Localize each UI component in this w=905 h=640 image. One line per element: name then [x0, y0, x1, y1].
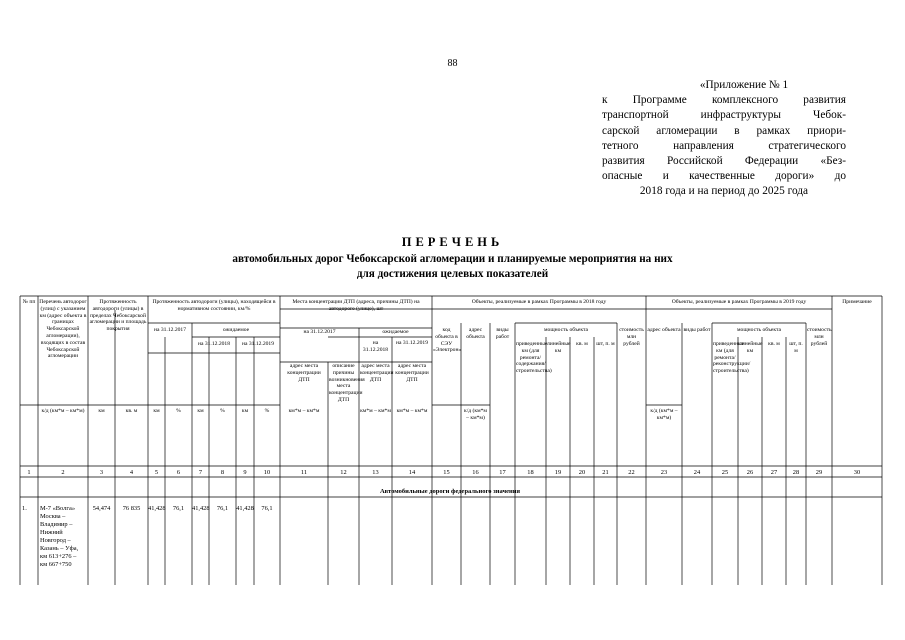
normative-pct-2019: 76,1	[261, 505, 273, 512]
column-number: 5	[154, 469, 159, 476]
unit-label: км*м – км*м	[288, 408, 320, 414]
road-name-line: км 667+750	[40, 561, 72, 568]
column-number: 28	[792, 469, 800, 476]
header-reduced-km-2019: приведенные км (для ремонта/реконструкции/строительства)	[713, 341, 751, 375]
header-accident-2017: на 31.12.2017	[303, 329, 336, 335]
unit-label: км	[197, 408, 204, 414]
header-expected: ожидаемое	[222, 327, 250, 333]
column-number: 23	[660, 469, 668, 476]
header-on-2018: на 31.12.2018	[197, 341, 231, 347]
unit-label: %	[176, 408, 181, 414]
document-subtitle-2: для достижения целевых показателей	[356, 268, 549, 280]
header-pieces-2019: шт, п. м	[789, 341, 803, 354]
road-name-line: Новгород –	[40, 537, 71, 544]
header-accident-address: адрес места концентрации ДТП	[287, 363, 321, 383]
header-accident-cause: описание причины возникновения места концентрации ДТП	[329, 363, 365, 403]
column-number: 10	[263, 469, 271, 476]
header-linear-km-2019: линейные км	[739, 341, 763, 354]
road-name-line: км 613+276 –	[40, 553, 77, 560]
column-number: 27	[770, 469, 778, 476]
unit-label: км*м – км*м	[360, 408, 391, 414]
header-sqm-2018: кв. м	[576, 341, 588, 347]
header-accident-2018: на 31.12.2018	[362, 340, 389, 353]
appendix-line: развития Российской Федерации «Без-	[602, 155, 846, 168]
unit-label: км	[241, 408, 249, 414]
road-name-line: Москва –	[40, 513, 66, 520]
column-number: 13	[372, 469, 379, 476]
road-name-line: М-7 «Волга»	[40, 505, 76, 512]
normative-pct-2017: 76,1	[172, 505, 185, 512]
header-on-2019: на 31.12.2019	[241, 341, 275, 347]
header-linear-km-2018: линейные км	[547, 341, 571, 354]
appendix-line: опасные и качественные дороги» до	[602, 170, 846, 183]
column-number: 21	[602, 469, 609, 476]
header-work-types-2018: виды работ	[495, 327, 510, 340]
appendix-line: тетного направления стратегического	[602, 139, 846, 152]
column-number: 20	[578, 469, 586, 476]
header-object-code: код объекта в СЭУ «Электрон»	[433, 327, 462, 354]
row-number: 1.	[22, 505, 27, 512]
column-number: 25	[721, 469, 729, 476]
header-on-2017: на 31.12.2017	[153, 327, 187, 333]
road-name-line: Нижний	[40, 529, 63, 536]
header-accident-address-2019: адрес места концентрации ДТП	[395, 363, 429, 383]
column-number: 19	[554, 469, 562, 476]
normative-km-2018: 41,428	[192, 505, 210, 512]
unit-label: к/д (км*м – км*м)	[650, 408, 678, 421]
column-number: 7	[198, 469, 203, 476]
header-cost-2018: стоимость млн рублей	[619, 327, 644, 347]
header-accident-expected: ожидаемое	[382, 329, 409, 335]
column-number: 22	[628, 469, 635, 476]
header-accident-address-2018: адрес места концентрации ДТП	[360, 363, 394, 383]
road-name-line: Владимир –	[40, 521, 73, 528]
appendix-line: к Программе комплексного развития	[602, 94, 846, 107]
column-number: 1	[27, 469, 31, 476]
unit-label: кв. м	[125, 408, 138, 414]
header-capacity-2018: мощность объекта	[544, 327, 588, 333]
header-notes: Примечание	[842, 299, 872, 305]
normative-pct-2018: 76,1	[216, 505, 229, 512]
section-title: Автомобильные дороги федерального значения	[379, 488, 521, 495]
document-title: ПЕРЕЧЕНЬ	[401, 235, 504, 249]
document-subtitle: автомобильных дорог Чебоксарской агломерации и планируемые мероприятия на них	[232, 253, 673, 265]
road-name-line: Казань – Уфа,	[40, 545, 79, 552]
header-accident-spots: Места концентрации ДТП (адреса, причины ДТП) на автодороге (улице), шт	[292, 299, 420, 312]
unit-label: %	[220, 408, 225, 414]
header-reduced-km-2018: приведенные км (для ремонта/содержания/строительства)	[516, 341, 552, 375]
header-work-types-2019: виды работ	[683, 327, 711, 333]
column-number: 26	[746, 469, 754, 476]
unit-label: к/д (км*м – км*м)	[464, 408, 487, 421]
column-number: 16	[472, 469, 479, 476]
page-number: 88	[447, 58, 458, 69]
normative-km-2019: 41,428	[236, 505, 254, 512]
road-area-sqm: 76 835	[122, 505, 141, 512]
appendix-line: транспортной инфраструктуры Чебок-	[602, 109, 846, 122]
header-objects-2019: Объекты, реализуемые в рамках Программы в 2019 году	[671, 299, 807, 305]
header-cost-2019: стоимость млн рублей	[807, 327, 832, 347]
header-sqm-2019: кв. м	[768, 341, 780, 347]
column-number: 24	[693, 469, 701, 476]
column-number: 8	[220, 469, 225, 476]
appendix-line: сарской агломерации в рамках приори-	[602, 124, 846, 137]
column-number: 4	[129, 469, 134, 476]
column-number: 29	[815, 469, 823, 476]
appendix-line: 2018 года и на период до 2025 года	[639, 185, 809, 198]
header-normative-length: Протяженность автодороги (улицы), находящейся в нормативном состоянии, км/%	[152, 299, 276, 312]
column-number: 15	[443, 469, 450, 476]
column-number: 9	[243, 469, 247, 476]
header-objects-2018: Объекты, реализуемые в рамках Программы в 2018 году	[471, 299, 607, 305]
unit-label: км	[153, 408, 160, 414]
header-object-address-2019: адрес объекта	[647, 327, 681, 333]
unit-label: %	[264, 408, 270, 414]
header-number: № пп	[22, 299, 36, 305]
appendix-title: «Приложение № 1	[699, 79, 789, 91]
normative-km-2017: 41,428	[148, 505, 166, 512]
header-object-address-2018: адрес объекта	[466, 327, 485, 340]
unit-label: км	[98, 408, 105, 414]
header-accident-2019: на 31.12.2019	[395, 340, 429, 346]
column-number: 30	[853, 469, 861, 476]
road-length-km: 54,474	[92, 505, 111, 512]
column-number: 18	[527, 469, 534, 476]
header-pieces-2018: шт, п. м	[596, 341, 615, 347]
column-number: 6	[176, 469, 181, 476]
column-number: 12	[340, 469, 347, 476]
header-road-length: Протяженность автодороги (улицы) в пределах Чебоксарской агломерации и площадь покрытия	[89, 299, 147, 333]
column-number: 11	[300, 469, 308, 476]
header-capacity-2019: мощность объекта	[737, 327, 781, 333]
header-road-list: Перечень автодорог (улиц) с указанием км (адрес объекта в границах Чебоксарской агломерации), входящих в состав Чебоксарской агломерации	[39, 299, 87, 360]
column-number: 17	[499, 469, 506, 476]
column-number: 2	[61, 469, 65, 476]
column-number: 3	[99, 469, 104, 476]
unit-label: км*м – км*м	[396, 408, 428, 414]
unit-label: к/д (км*м – км*м)	[41, 408, 85, 414]
column-number: 14	[408, 469, 416, 476]
